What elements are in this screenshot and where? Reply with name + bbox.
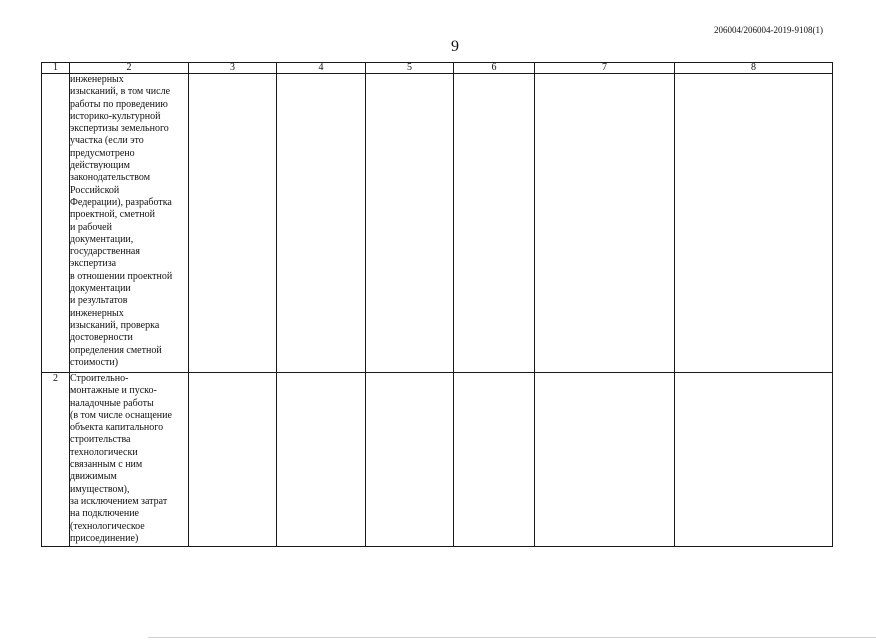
scan-edge-line bbox=[148, 637, 876, 638]
empty-cell bbox=[675, 373, 833, 547]
data-table bbox=[41, 62, 833, 547]
column-header-3: 3 bbox=[189, 63, 277, 74]
table-row bbox=[42, 373, 833, 547]
column-header-1: 1 bbox=[42, 63, 70, 74]
empty-cell bbox=[277, 74, 366, 373]
page-number: 9 bbox=[451, 38, 459, 55]
empty-cell bbox=[189, 373, 277, 547]
column-header-5: 5 bbox=[366, 63, 454, 74]
row-description-cell: инженерных изысканий, в том числе работы по проведению историко-культурной экспертизы земельного участка (если это предусмотрено действующим законодательством Российской Федерации), разработка проектной, сметной и рабочей документации, государственная экспертиза в отношении проектной документации и результатов инженерных изысканий, проверка достоверности определения сметной стоимости) bbox=[70, 74, 189, 373]
column-header-8: 8 bbox=[675, 63, 833, 74]
row-number-cell bbox=[42, 74, 70, 373]
column-header-7: 7 bbox=[535, 63, 675, 74]
document-id: 206004/206004-2019-9108(1) bbox=[714, 25, 823, 35]
empty-cell bbox=[366, 74, 454, 373]
column-header-2: 2 bbox=[70, 63, 189, 74]
empty-cell bbox=[277, 373, 366, 547]
empty-cell bbox=[454, 373, 535, 547]
table-header-row bbox=[42, 63, 833, 74]
column-header-6: 6 bbox=[454, 63, 535, 74]
empty-cell bbox=[454, 74, 535, 373]
empty-cell bbox=[535, 74, 675, 373]
empty-cell bbox=[675, 74, 833, 373]
empty-cell bbox=[189, 74, 277, 373]
empty-cell bbox=[366, 373, 454, 547]
empty-cell bbox=[535, 373, 675, 547]
row-number-cell: 2 bbox=[42, 373, 70, 547]
table-row bbox=[42, 74, 833, 373]
row-description-cell: Строительно- монтажные и пуско- наладочные работы (в том числе оснащение объекта капитального строительства технологически связанным с ним движимым имуществом), за исключением затрат на подключение (технологическое присоединение) bbox=[70, 373, 189, 547]
column-header-4: 4 bbox=[277, 63, 366, 74]
